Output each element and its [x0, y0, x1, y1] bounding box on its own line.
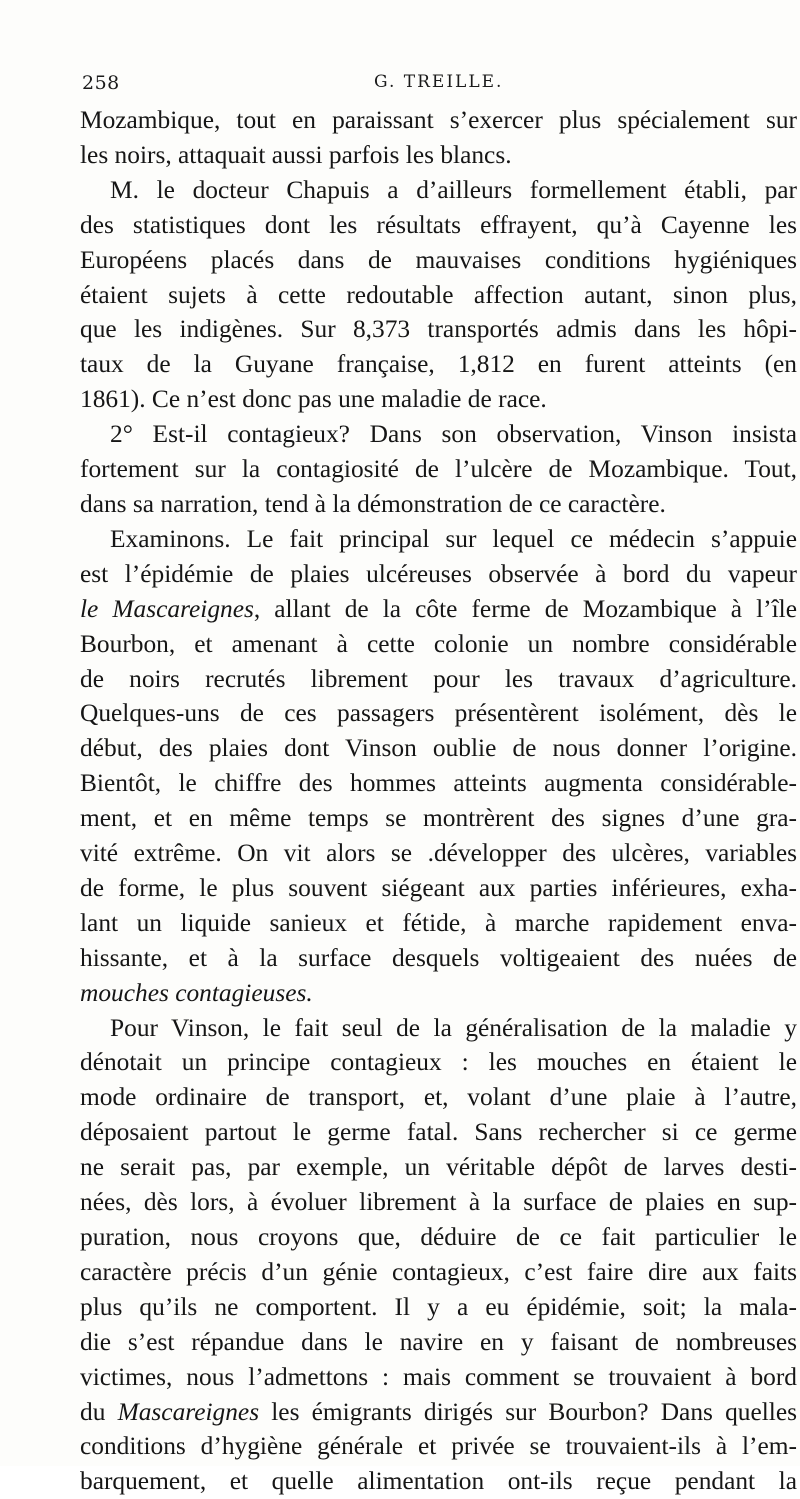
text-line: les noirs, attaquait aussi parfois les blancs.	[80, 140, 512, 169]
text-line: Pour Vinson, le fait seul de la généralisation de la maladie y	[110, 1013, 797, 1042]
text-line: début, des plaies dont Vinson oublie de nous donner l’origine.	[80, 734, 797, 763]
text-line: de noirs recrutés librement pour les travaux d’agriculture.	[80, 664, 797, 693]
text-line: Bourbon, et amenant à cette colonie un nombre considérable	[80, 629, 797, 658]
text-line: die s’est répandue dans le navire en y faisant de nombreuses	[80, 1327, 797, 1356]
running-title: G. TREILLE.	[374, 72, 504, 92]
text-line: que les indigènes. Sur 8,373 transportés admis dans les hôpi-	[80, 315, 797, 344]
text-line: nées, dès lors, à évoluer librement à la surface de plaies en sup-	[80, 1188, 797, 1217]
text-line: barquement, et quelle alimentation ont-ils reçue pendant la	[80, 1467, 797, 1496]
text-line: dénotait un principe contagieux : les mouches en étaient le	[80, 1048, 797, 1077]
text-line: taux de la Guyane française, 1,812 en furent atteints (en	[80, 350, 797, 379]
body-text	[80, 103, 797, 1499]
text-line: 2° Est-il contagieux? Dans son observation, Vinson insista	[110, 420, 797, 449]
text-line: caractère précis d’un génie contagieux, c’est faire dire aux faits	[80, 1257, 797, 1286]
text-line: Quelques-uns de ces passagers présentèrent isolément, dès le	[80, 699, 797, 728]
text-line: Examinons. Le fait principal sur lequel ce médecin s’appuie	[110, 524, 797, 553]
text-line: mouches contagieuses.	[80, 978, 313, 1007]
text-line: puration, nous croyons que, déduire de ce fait particulier le	[80, 1223, 797, 1251]
text-line: plus qu’ils ne comportent. Il y a eu épidémie, soit; la mala-	[80, 1292, 797, 1321]
text-line: conditions d’hygiène générale et privée se trouvaient-ils à l’em-	[80, 1432, 797, 1461]
text-line: Bientôt, le chiffre des hommes atteints augmenta considérable-	[80, 769, 797, 798]
text-line: du Mascareignes les émigrants dirigés sur Bourbon? Dans quelles	[80, 1397, 797, 1426]
text-line: dans sa narration, tend à la démonstration de ce caractère.	[80, 489, 666, 518]
running-head	[82, 72, 722, 102]
text-line: fortement sur la contagiosité de l’ulcère de Mozambique. Tout,	[80, 455, 797, 484]
text-line: de forme, le plus souvent siégeant aux parties inférieures, exha-	[80, 873, 797, 902]
text-line: hissante, et à la surface desquels voltigeaient des nuées de	[80, 943, 797, 972]
text-line: Mozambique, tout en paraissant s’exercer plus spécialement sur	[80, 106, 797, 134]
text-line: déposaient partout le germe fatal. Sans rechercher si ce germe	[80, 1118, 797, 1147]
text-line: mode ordinaire de transport, et, volant d’une plaie à l’autre,	[80, 1083, 797, 1112]
text-line: des statistiques dont les résultats effrayent, qu’à Cayenne les	[80, 210, 797, 239]
text-line: étaient sujets à cette redoutable affection autant, sinon plus,	[80, 280, 797, 309]
text-line: victimes, nous l’admettons : mais comment se trouvaient à bord	[80, 1362, 797, 1391]
text-line: le Mascareignes, allant de la côte ferme de Mozambique à l’île	[80, 594, 797, 623]
text-line: ne serait pas, par exemple, un véritable dépôt de larves desti-	[80, 1153, 797, 1182]
text-line: lant un liquide sanieux et fétide, à marche rapidement enva-	[80, 908, 797, 937]
text-line: est l’épidémie de plaies ulcéreuses observée à bord du vapeur	[80, 559, 797, 588]
text-line: vité extrême. On vit alors se .développer des ulcères, variables	[80, 839, 797, 868]
text-line: Européens placés dans de mauvaises conditions hygiéniques	[80, 245, 797, 274]
text-line: ment, et en même temps se montrèrent des signes d’une gra-	[80, 804, 797, 833]
text-line: M. le docteur Chapuis a d’ailleurs formellement établi, par	[110, 175, 797, 204]
text-line: 1861). Ce n’est donc pas une maladie de race.	[80, 385, 547, 414]
page-number: 258	[82, 72, 120, 94]
